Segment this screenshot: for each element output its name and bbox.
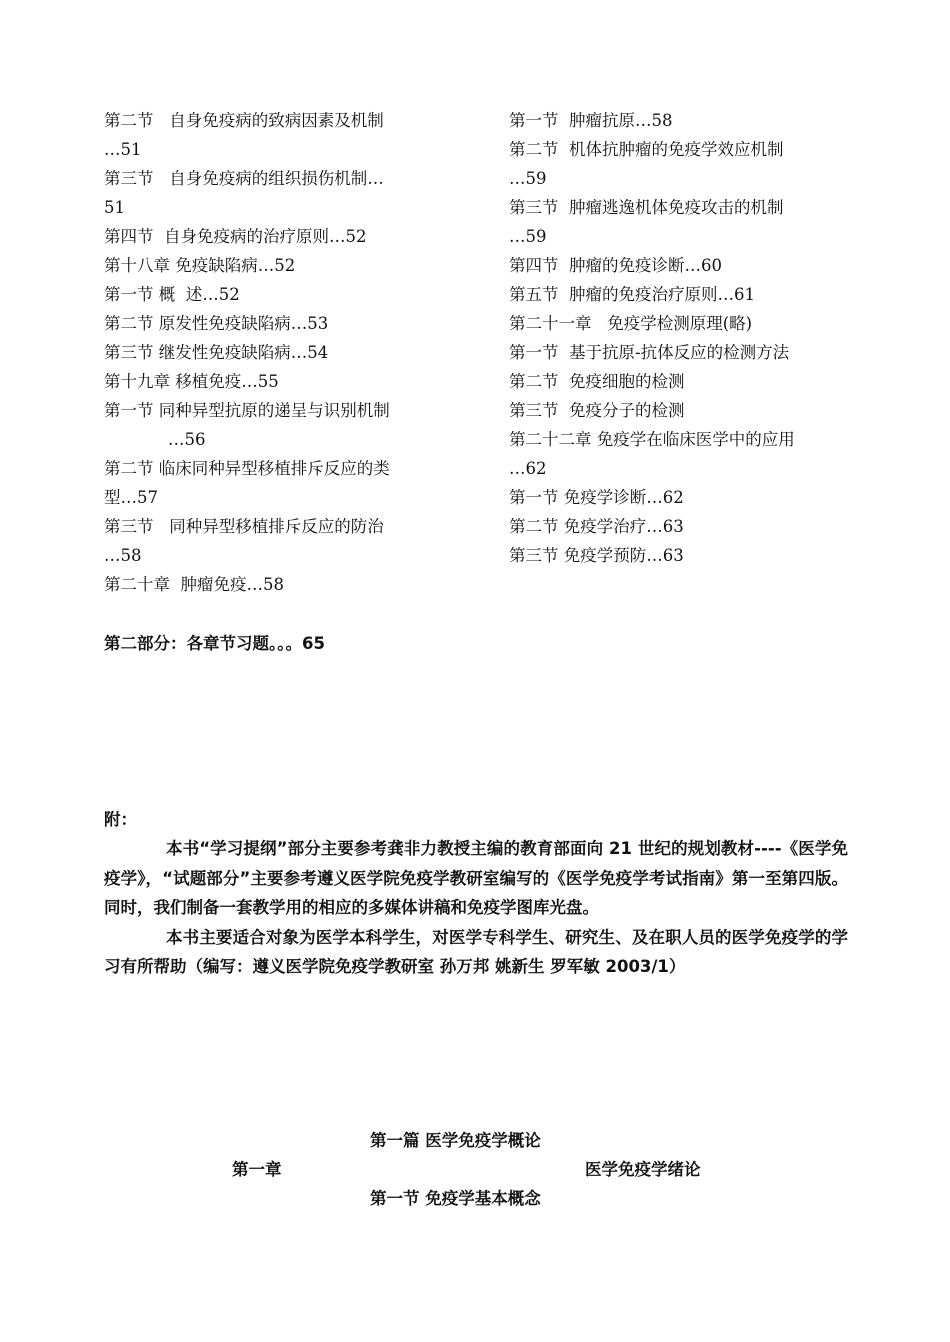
toc-line: 第二节 原发性免疫缺陷病…53 (104, 314, 329, 333)
toc-line: …59 (509, 227, 547, 246)
chapter-title: 医学免疫学绪论 (585, 1160, 701, 1179)
toc-line: 第二十二章 免疫学在临床医学中的应用 (509, 430, 795, 449)
toc-line: 第四节 自身免疫病的治疗原则…52 (104, 227, 367, 246)
toc-line: 第二节 自身免疫病的致病因素及机制 (104, 111, 384, 130)
note-paragraph-2: 本书主要适合对象为医学本科学生，对医学专科学生、研究生、及在职人员的医学免疫学的学习有所帮助（编写：遵义医学院免疫学教研室 孙万邦 姚新生 罗军敏 2003/1） (104, 927, 848, 976)
toc-line: 第一节 概 述…52 (104, 285, 240, 304)
toc-line: …56 (168, 430, 206, 449)
toc-line: 型…57 (104, 488, 158, 507)
toc-line: 第一节 基于抗原-抗体反应的检测方法 (509, 343, 790, 362)
toc-line: 第二节 免疫细胞的检测 (509, 372, 685, 391)
toc-line: 第三节 肿瘤逃逸机体免疫攻击的机制 (509, 198, 784, 217)
toc-line: 51 (104, 198, 125, 217)
toc-line: 第二十章 肿瘤免疫…58 (104, 575, 284, 594)
toc-line: …58 (104, 546, 142, 565)
part2-title: 第二部分：各章节习题。。。65 (104, 634, 325, 653)
toc-line: 第一节 肿瘤抗原…58 (509, 111, 673, 130)
toc-line: 第五节 肿瘤的免疫治疗原则…61 (509, 285, 755, 304)
note-paragraph-1: 本书“学习提纲”部分主要参考龚非力教授主编的教育部面向 21 世纪的规划教材----《医学免疫学》，“试题部分”主要参考遵义医学院免疫学教研室编写的《医学免疫学考试指南》第一至第四版。同时，我们制备一套教学用的相应的多媒体讲稿和免疫学图库光盘。 (104, 839, 848, 917)
toc-line: 第三节 免疫学预防…63 (509, 546, 684, 565)
toc-left-column (104, 106, 449, 599)
toc-line: 第十八章 免疫缺陷病…52 (104, 256, 296, 275)
part-heading: 第一篇 医学免疫学概论 (370, 1131, 541, 1150)
toc-line: 第二节 免疫学治疗…63 (509, 517, 684, 536)
toc-line: …51 (104, 140, 142, 159)
note-heading: 附： (104, 810, 137, 829)
toc-line: 第十九章 移植免疫…55 (104, 372, 279, 391)
toc-line: 第一节 同种异型抗原的递呈与识别机制 (104, 401, 390, 420)
toc-line: 第三节 继发性免疫缺陷病…54 (104, 343, 329, 362)
toc-line: 第三节 免疫分子的检测 (509, 401, 685, 420)
toc-line: 第三节 同种异型移植排斥反应的防治 (104, 517, 384, 536)
toc-line: 第三节 自身免疫病的组织损伤机制… (104, 169, 384, 188)
section-heading: 第一节 免疫学基本概念 (370, 1189, 541, 1208)
toc-line: 第四节 肿瘤的免疫诊断…60 (509, 256, 722, 275)
toc-right-column (509, 106, 854, 570)
toc-line: 第一节 免疫学诊断…62 (509, 488, 684, 507)
note-body (104, 834, 848, 982)
toc-line: 第二节 临床同种异型移植排斥反应的类 (104, 459, 390, 478)
toc-line: 第二十一章 免疫学检测原理(略) (509, 314, 753, 333)
toc-line: …62 (509, 459, 547, 478)
chapter-number: 第一章 (232, 1160, 282, 1179)
toc-line: …59 (509, 169, 547, 188)
toc-line: 第二节 机体抗肿瘤的免疫学效应机制 (509, 140, 784, 159)
